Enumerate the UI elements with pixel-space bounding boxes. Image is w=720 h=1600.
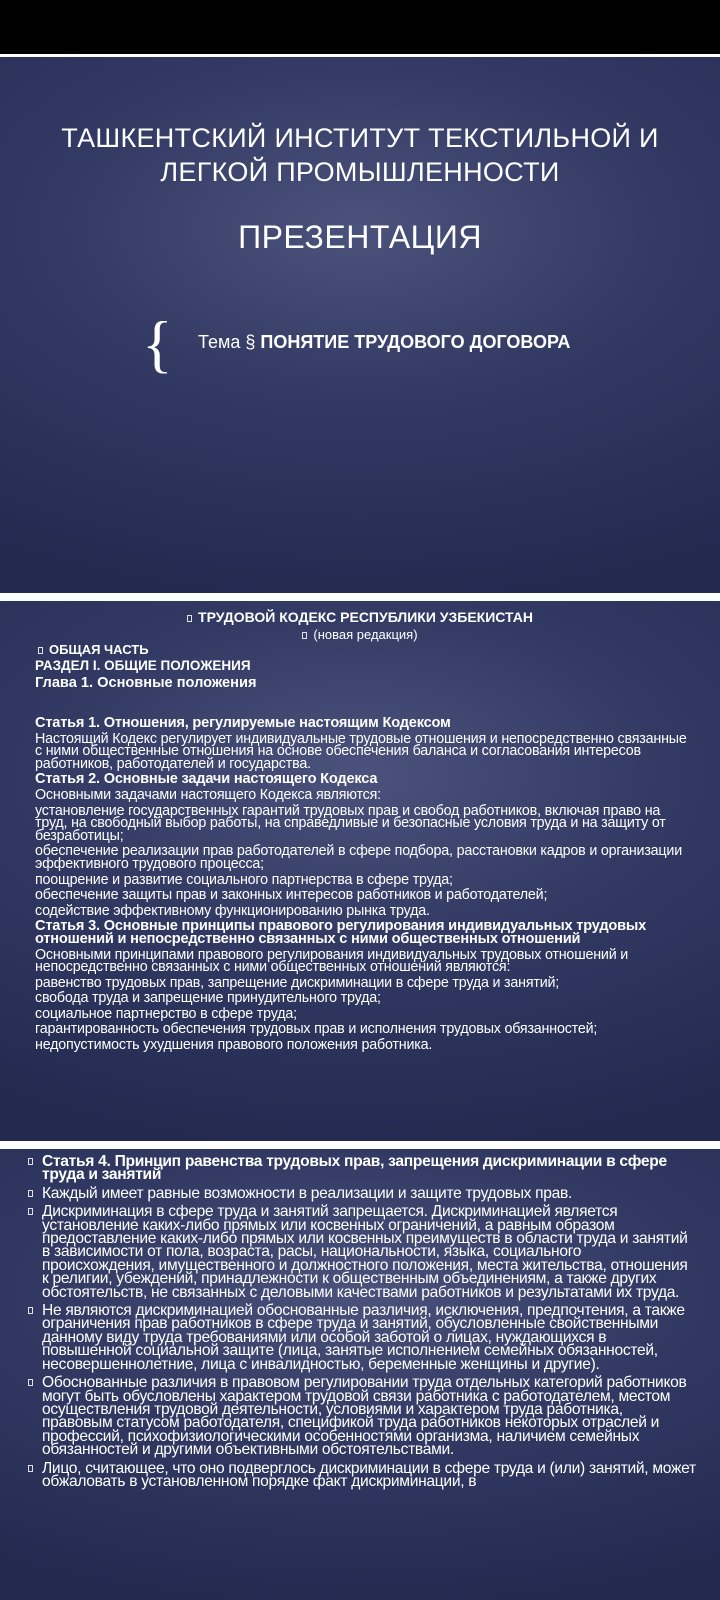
list-item xyxy=(28,1184,696,1202)
general-part xyxy=(38,642,698,657)
slide-title[interactable] xyxy=(0,57,720,593)
code-edition-text: (новая редакция) xyxy=(313,627,418,642)
article-paragraph: равенство трудовых прав, запрещение дискриминации в сфере труда и занятий; xyxy=(35,974,560,991)
bullet-icon xyxy=(28,1307,33,1314)
slide-labor-code[interactable] xyxy=(0,601,720,1141)
bullet-icon xyxy=(28,1158,33,1165)
slide-article-4[interactable] xyxy=(0,1149,720,1600)
article-paragraph: гарантированность обеспечения трудовых прав и исполнения трудовых обязанностей; xyxy=(35,1021,598,1038)
list-item xyxy=(28,1205,696,1299)
status-bar xyxy=(0,0,720,54)
code-title-text: ТРУДОВОЙ КОДЕКС РЕСПУБЛИКИ УЗБЕКИСТАН xyxy=(198,609,533,625)
list-item xyxy=(28,1304,696,1371)
article-paragraph: Настоящий Кодекс регулирует индивидуальные трудовые отношения и непосредственно связанные с ними общественные отношения на основе обеспечения баланса и согласования интересов работников, работодателей и государства. xyxy=(35,730,687,772)
article-paragraph: Основными принципами правового регулирования индивидуальных трудовых отношений и непосредственно связанных с ними общественных отношений являются: xyxy=(35,946,629,976)
article-paragraph: свобода труда и запрещение принудительного труда; xyxy=(35,990,381,1007)
list-item-text: Каждый имеет равные возможности в реализации и защите трудовых прав. xyxy=(42,1184,573,1202)
topic-line xyxy=(198,330,570,354)
topic-label: Тема § xyxy=(198,332,256,352)
list-item xyxy=(28,1155,696,1182)
article-heading: Статья 1. Отношения, регулируемые настоящим Кодексом xyxy=(35,715,451,731)
chapter-heading: Глава 1. Основные положения xyxy=(35,675,257,691)
article-paragraph: поощрение и развитие социального партнерства в сфере труда; xyxy=(35,871,453,888)
bullet-icon xyxy=(28,1208,33,1215)
general-part-text: ОБЩАЯ ЧАСТЬ xyxy=(49,642,149,657)
list-item-text: Лицо, считающее, что оно подверглось дискриминации в сфере труда и (или) занятий, может обжаловать в установленном порядке факт дискриминации, в xyxy=(42,1459,696,1490)
list-item-text: Не являются дискриминацией обоснованные различия, исключения, предпочтения, а также ограничения прав работников в сфере труда и занятий, обусловленные свойственными данному виду труда требованиями или особой заботой о лицах, нуждающихся в повышенной социальной защите (лица, занятые исполнением семейных обязанностей, несовершеннолетние, лица с инвалидностью, беременные женщины и другие). xyxy=(42,1302,685,1373)
bullet-icon xyxy=(187,615,192,622)
institute-title: ТАШКЕНТСКИЙ ИНСТИТУТ ТЕКСТИЛЬНОЙ И ЛЕГКОЙ ПРОМЫШЛЕННОСТИ xyxy=(61,123,659,187)
bullet-icon xyxy=(302,632,307,639)
list-item-text: Статья 4. Принцип равенства трудовых прав, запрещения дискриминации в сфере труда и занятий xyxy=(42,1153,667,1184)
bullet-icon xyxy=(28,1379,33,1386)
bullet-icon xyxy=(38,647,43,654)
article-paragraph: социальное партнерство в сфере труда; xyxy=(35,1005,297,1022)
presentation-heading: ПРЕЗЕНТАЦИЯ xyxy=(238,219,482,255)
code-edition xyxy=(0,627,720,642)
article-paragraph: недопустимость ухудшения правового положения работника. xyxy=(35,1037,433,1054)
list-item-text: Обоснованные различия в правовом регулировании труда отдельных категорий работников могут быть обусловлены характером трудовой связи работника с работодателем, местом осуществления трудовой деятельности, условиями и характером труда работника, правовым статусом работодателя, спецификой труда работников некоторых отраслей и профессий, психофизиологическими особенностями организма, наличием семейных обязанностей и другими объективными обстоятельствами. xyxy=(42,1374,687,1459)
section-heading: РАЗДЕЛ I. ОБЩИЕ ПОЛОЖЕНИЯ xyxy=(35,658,251,673)
code-title xyxy=(0,609,720,625)
list-item xyxy=(28,1459,696,1490)
article-paragraph: содействие эффективному функционированию рынка труда. xyxy=(35,902,430,919)
topic-value: ПОНЯТИЕ ТРУДОВОГО ДОГОВОРА xyxy=(260,332,571,352)
article-heading: Статья 2. Основные задачи настоящего Кодекса xyxy=(35,771,378,788)
article-4-list xyxy=(28,1155,696,1493)
article-paragraph: обеспечение защиты прав и законных интересов работников и работодателей; xyxy=(35,887,548,904)
article-paragraph: обеспечение реализации прав работодателей в сфере подбора, расстановки кадров и организации эффективного трудового процесса; xyxy=(35,843,682,872)
brace-decoration: { xyxy=(142,308,173,379)
article-paragraph: установление государственных гарантий трудовых прав и свобод работников, включая право на труд, на свободный выбор работы, на справедливые и безопасные условия труда и на защиту от безработицы; xyxy=(35,802,666,844)
article-paragraph: Основными задачами настоящего Кодекса являются: xyxy=(35,786,381,803)
list-item-text: Дискриминация в сфере труда и занятий запрещается. Дискриминацией является установление каких-либо прямых или косвенных ограничений, а равным образом предоставление каких-либо прямых или косвенных преимуществ в области труда и занятий в зависимости от пола, возраста, расы, национальности, языка, социального происхождения, имущественного и должностного положения, места жительства, отношения к религии, убеждений, принадлежности к общественным объединениям, а также других обстоятельств, не связанных с деловыми качествами работников и результатами их труда. xyxy=(42,1203,688,1301)
code-articles xyxy=(35,717,695,1055)
article-heading: Статья 3. Основные принципы правового регулирования индивидуальных трудовых отношений и непосредственно связанных с ними общественных отношений xyxy=(35,918,647,947)
bullet-icon xyxy=(28,1190,33,1197)
list-item xyxy=(28,1374,696,1459)
bullet-icon xyxy=(28,1465,33,1472)
